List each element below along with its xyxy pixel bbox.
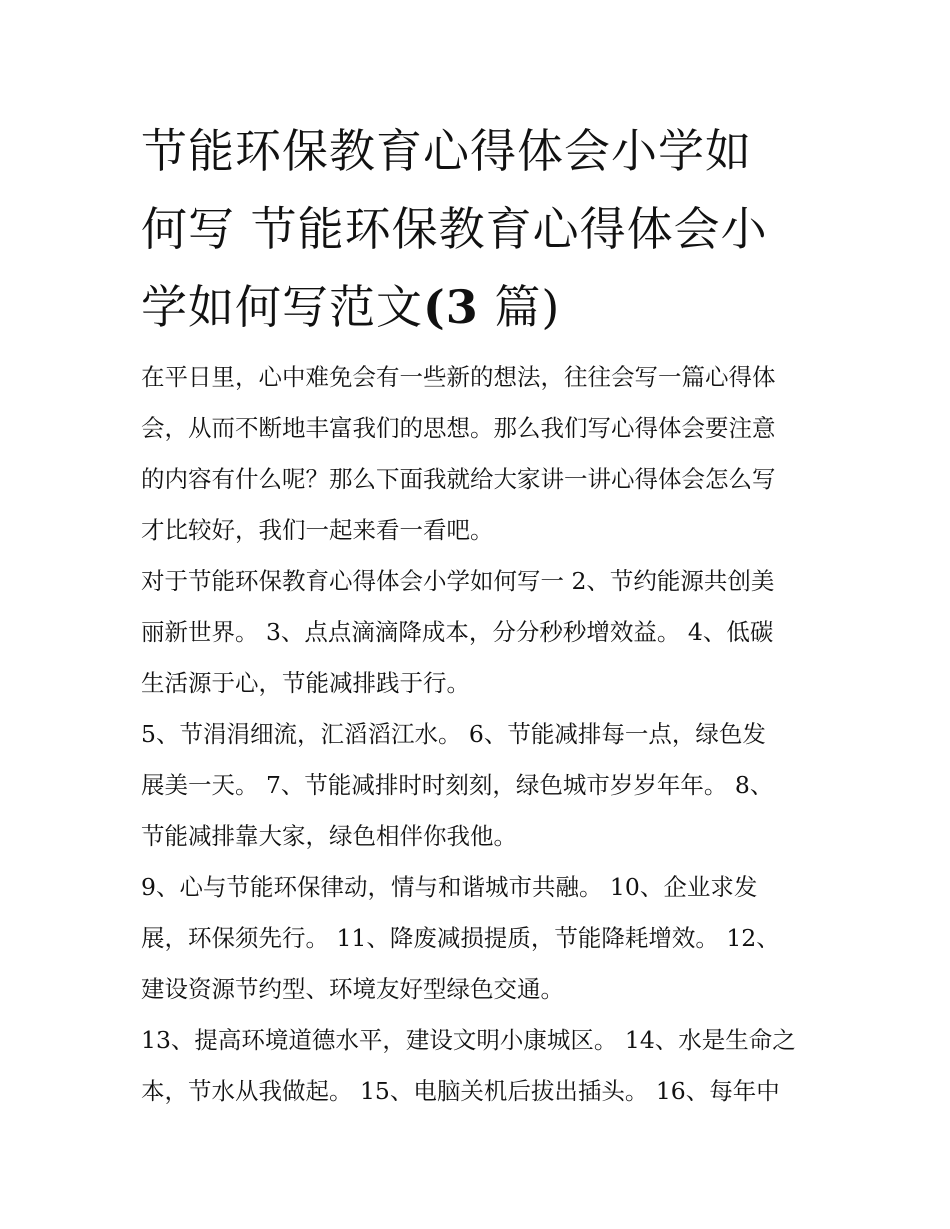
paragraph-line: 建设资源节约型、环境友好型绿色交通。 — [141, 975, 564, 1003]
paragraph-line: 的内容有什么呢？那么下面我就给大家讲一讲心得体会怎么写 — [141, 465, 776, 493]
intro-paragraph — [141, 352, 821, 556]
paragraph-line: 才比较好，我们一起来看一看吧。 — [141, 516, 494, 544]
slogan-paragraph-4 — [141, 1015, 821, 1117]
paragraph-line: 在平日里，心中难免会有一些新的想法，往往会写一篇心得体 — [141, 363, 776, 391]
title-line-3-prefix: 学如何写范文 — [141, 280, 423, 334]
document-page — [141, 112, 821, 1117]
title-line-3-bold: (3 — [423, 280, 479, 334]
paragraph-line: 展美一天。 7、节能减排时时刻刻，绿色城市岁岁年年。 8、 — [141, 771, 774, 799]
slogan-paragraph-1 — [141, 556, 821, 709]
title-line-3-suffix: 篇) — [494, 280, 561, 334]
paragraph-line: 9、心与节能环保律动，情与和谐城市共融。 10、企业求发 — [141, 873, 758, 901]
paragraph-line: 本，节水从我做起。 15、电脑关机后拔出插头。 16、每年中 — [141, 1077, 780, 1105]
paragraph-line: 生活源于心，节能减排践于行。 — [141, 669, 470, 697]
paragraph-line: 13、提高环境道德水平，建设文明小康城区。 14、水是生命之 — [141, 1026, 796, 1054]
paragraph-line: 展，环保须先行。 11、降废减损提质，节能降耗增效。 12、 — [141, 924, 780, 952]
slogan-paragraph-3 — [141, 862, 821, 1015]
title-line-2: 何写 节能环保教育心得体会小 — [141, 202, 768, 256]
paragraph-line: 对于节能环保教育心得体会小学如何写一 2、节约能源共创美 — [141, 567, 775, 595]
paragraph-line: 节能减排靠大家，绿色相伴你我他。 — [141, 822, 517, 850]
slogan-paragraph-2 — [141, 709, 821, 862]
title-line-1: 节能环保教育心得体会小学如 — [141, 124, 752, 178]
paragraph-line: 会，从而不断地丰富我们的思想。那么我们写心得体会要注意 — [141, 414, 776, 442]
paragraph-line: 丽新世界。 3、点点滴滴降成本，分分秒秒增效益。 4、低碳 — [141, 618, 774, 646]
document-title — [141, 112, 821, 346]
paragraph-line: 5、节涓涓细流，汇滔滔江水。 6、节能减排每一点，绿色发 — [141, 720, 766, 748]
